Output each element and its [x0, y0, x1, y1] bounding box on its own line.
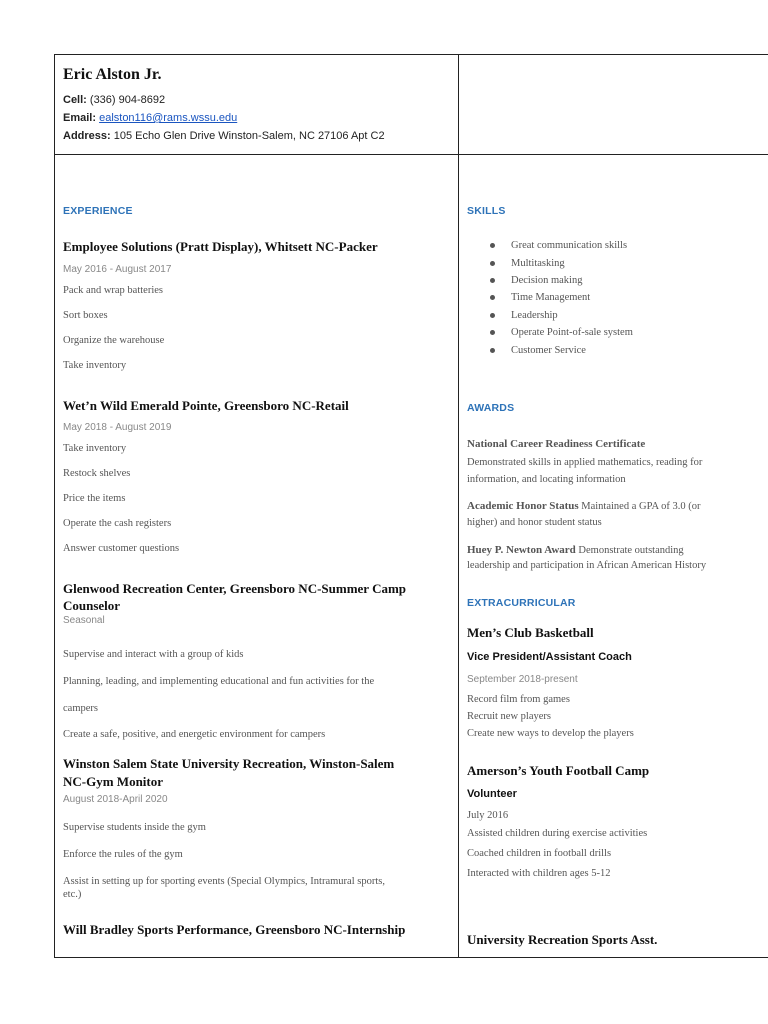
- job-duty-cont: etc.): [63, 889, 82, 900]
- award-line: [467, 500, 700, 512]
- job-title: Will Bradley Sports Performance, Greensboro NC-Internship: [63, 922, 406, 937]
- award-desc: Demonstrated skills in applied mathematics, reading for: [467, 457, 703, 468]
- activity-title: University Recreation Sports Asst.: [467, 932, 658, 947]
- bullet-icon: [490, 348, 495, 353]
- header-divider: [54, 154, 768, 155]
- address-value: 105 Echo Glen Drive Winston-Salem, NC 27106 Apt C2: [113, 130, 385, 142]
- skill-item: Multitasking: [490, 258, 565, 269]
- experience-heading: EXPERIENCE: [63, 205, 133, 217]
- job-duty: Pack and wrap batteries: [63, 285, 164, 296]
- activity-item: Coached children in football drills: [467, 848, 612, 859]
- column-divider: [458, 54, 459, 958]
- candidate-name: Eric Alston Jr.: [63, 66, 162, 83]
- activity-role: Vice President/Assistant Coach: [467, 651, 632, 663]
- activity-item: Recruit new players: [467, 711, 551, 722]
- job-date: May 2016 - August 2017: [63, 264, 172, 275]
- activity-date: September 2018-present: [467, 674, 578, 685]
- skill-item: Great communication skills: [490, 240, 627, 251]
- job-duty: Answer customer questions: [63, 543, 180, 554]
- bullet-icon: [490, 243, 495, 248]
- activity-title: Men’s Club Basketball: [467, 625, 594, 640]
- award-title: National Career Readiness Certificate: [467, 438, 646, 450]
- bullet-icon: [490, 330, 495, 335]
- skill-item: Operate Point-of-sale system: [490, 327, 633, 338]
- job-duty: Take inventory: [63, 443, 127, 454]
- address-label: Address:: [63, 130, 111, 142]
- awards-heading: AWARDS: [467, 402, 515, 414]
- bullet-icon: [490, 313, 495, 318]
- job-duty: Price the items: [63, 493, 126, 504]
- cell-label: Cell:: [63, 94, 87, 106]
- award-desc: Demonstrate outstanding: [575, 545, 684, 556]
- job-duty: Take inventory: [63, 360, 127, 371]
- activity-item: Record film from games: [467, 694, 570, 705]
- job-duty: Restock shelves: [63, 468, 131, 479]
- award-desc-cont: leadership and participation in African American History: [467, 560, 707, 571]
- cell-value: (336) 904-8692: [89, 94, 166, 106]
- activity-title: Amerson’s Youth Football Camp: [467, 763, 650, 778]
- skill-item: Time Management: [490, 292, 590, 303]
- job-duty: Create a safe, positive, and energetic environment for campers: [63, 729, 326, 740]
- skill-item: Leadership: [490, 310, 558, 321]
- job-duty: Supervise and interact with a group of kids: [63, 649, 244, 660]
- skill-item: Decision making: [490, 275, 582, 286]
- extracurricular-heading: EXTRACURRICULAR: [467, 597, 576, 609]
- bullet-icon: [490, 278, 495, 283]
- job-duty: Assist in setting up for sporting events (Special Olympics, Intramural sports,: [63, 876, 385, 887]
- job-duty: Planning, leading, and implementing educational and fun activities for the: [63, 676, 375, 687]
- email-line: [63, 112, 237, 124]
- job-title: Employee Solutions (Pratt Display), Whitsett NC-Packer: [63, 239, 378, 254]
- bullet-icon: [490, 295, 495, 300]
- bullet-icon: [490, 261, 495, 266]
- activity-item: Interacted with children ages 5-12: [467, 868, 611, 879]
- job-duty: Organize the warehouse: [63, 335, 165, 346]
- job-title: Glenwood Recreation Center, Greensboro NC-Summer Camp: [63, 581, 407, 596]
- job-date: August 2018-April 2020: [63, 794, 168, 805]
- job-duty: Sort boxes: [63, 310, 108, 321]
- activity-item: Create new ways to develop the players: [467, 728, 634, 739]
- activity-role: Volunteer: [467, 788, 517, 800]
- email-link[interactable]: ealston116@rams.wssu.edu: [99, 112, 238, 124]
- award-line: [467, 544, 684, 556]
- address-line: [63, 130, 385, 142]
- job-title: Wet’n Wild Emerald Pointe, Greensboro NC-Retail: [63, 398, 349, 413]
- activity-date: July 2016: [467, 810, 509, 821]
- job-duty-cont: campers: [63, 703, 98, 714]
- award-desc-cont: higher) and honor student status: [467, 517, 602, 528]
- job-duty: Operate the cash registers: [63, 518, 172, 529]
- activity-item: Assisted children during exercise activities: [467, 828, 648, 839]
- award-title: Academic Honor Status: [467, 500, 579, 512]
- job-duty: Supervise students inside the gym: [63, 822, 206, 833]
- skills-heading: SKILLS: [467, 205, 506, 217]
- job-date: Seasonal: [63, 615, 105, 626]
- award-desc: Maintained a GPA of 3.0 (or: [578, 501, 701, 512]
- cell-line: [63, 94, 165, 106]
- job-title: Winston Salem State University Recreation, Winston-Salem: [63, 756, 395, 771]
- job-duty: Enforce the rules of the gym: [63, 849, 183, 860]
- award-desc-cont: information, and locating information: [467, 474, 626, 485]
- job-title-cont: NC-Gym Monitor: [63, 774, 164, 789]
- email-label: Email:: [63, 112, 97, 124]
- award-title: Huey P. Newton Award: [467, 544, 576, 556]
- job-date: May 2018 - August 2019: [63, 422, 172, 433]
- skill-item: Customer Service: [490, 345, 586, 356]
- job-title-cont: Counselor: [63, 598, 121, 613]
